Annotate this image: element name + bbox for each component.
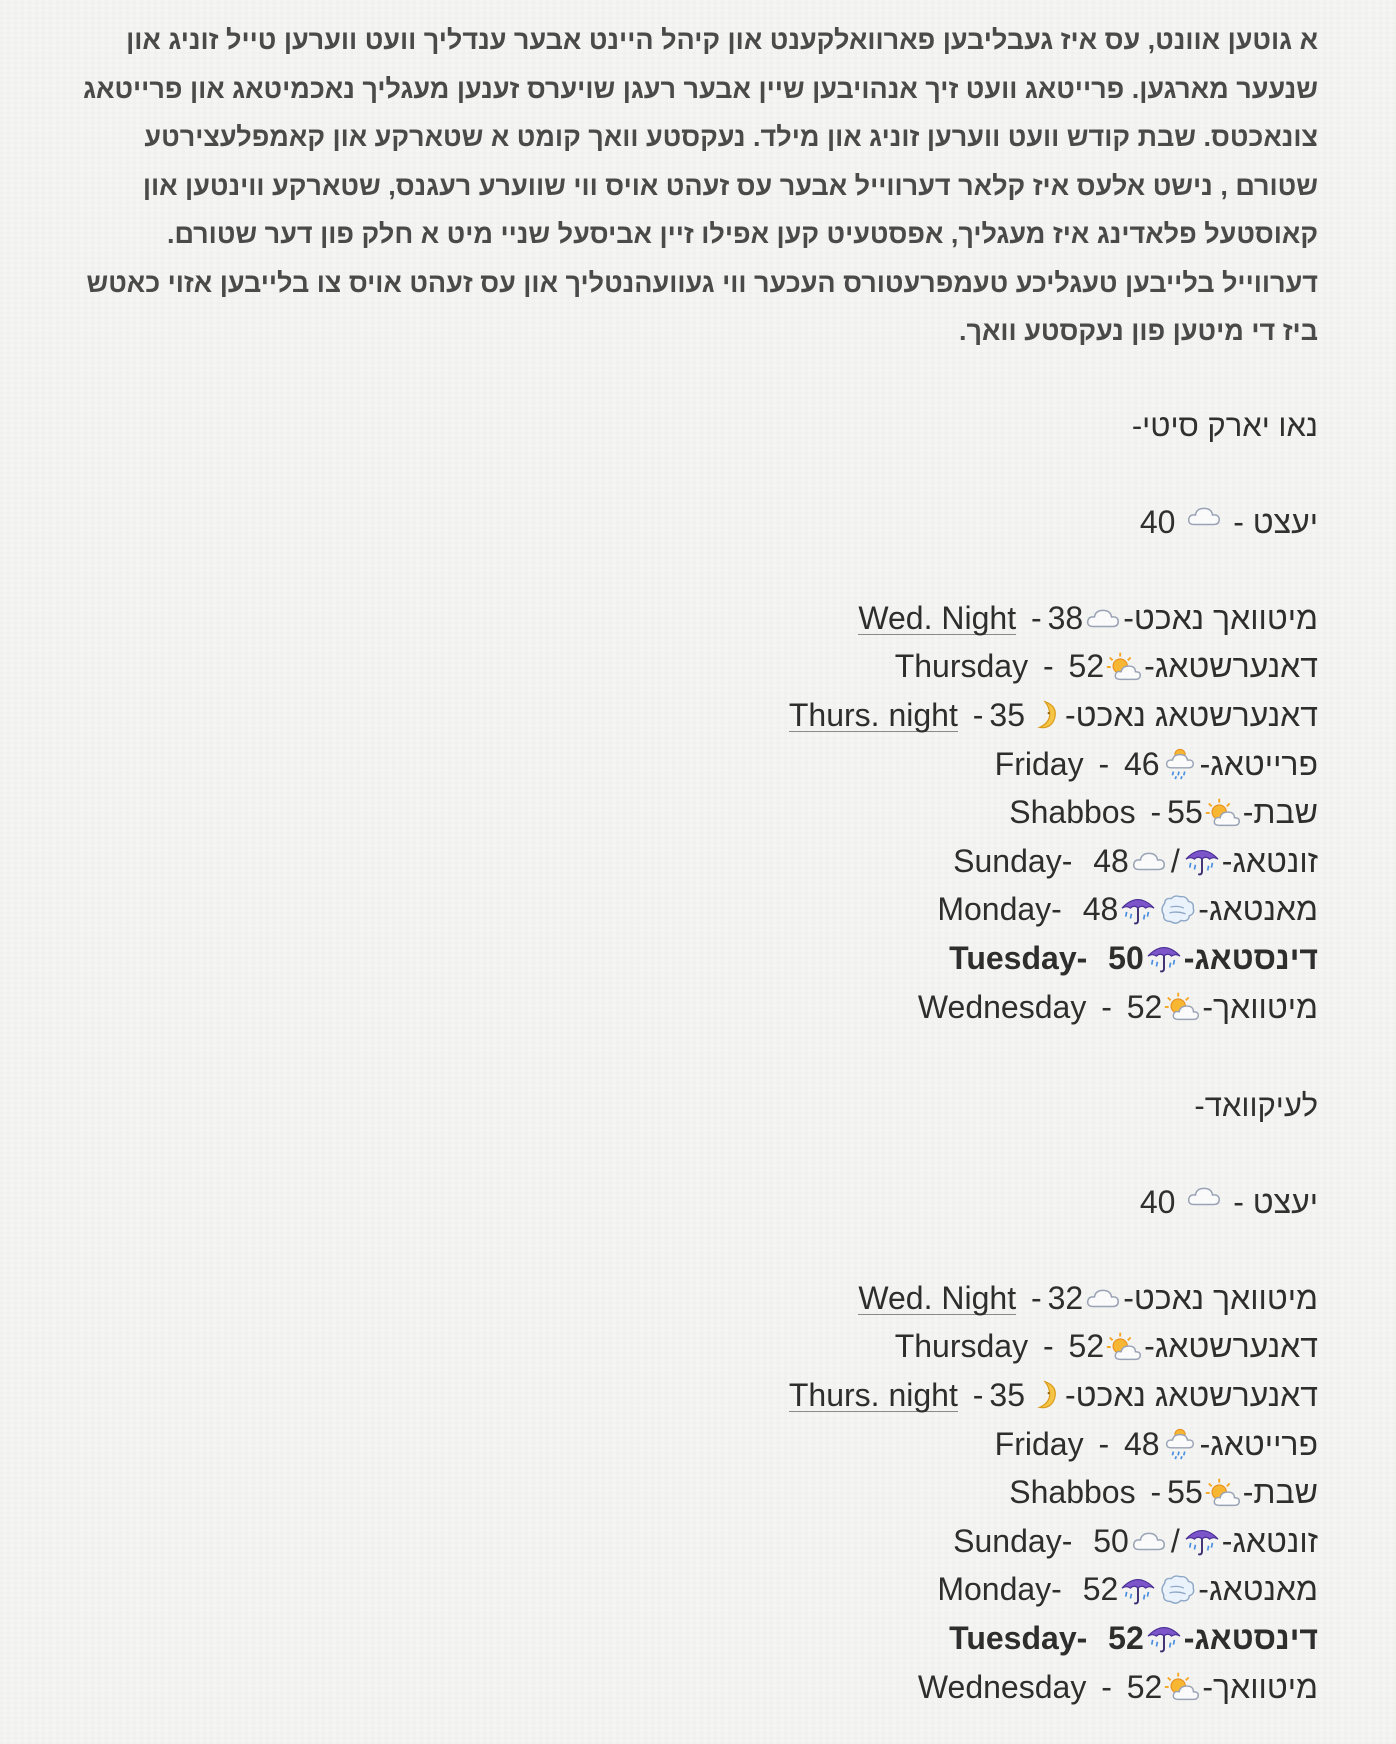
weather-icons bbox=[1203, 1475, 1243, 1511]
umbrella-icon bbox=[1182, 843, 1222, 879]
now-temp: 40 bbox=[1139, 504, 1176, 540]
umbrella-icon bbox=[1144, 1620, 1184, 1656]
temperature: 52 bbox=[1068, 648, 1105, 685]
english-forecast bbox=[949, 1620, 1144, 1657]
forecast-row bbox=[60, 1274, 1318, 1323]
weather-icons bbox=[1162, 989, 1202, 1025]
weather-icons bbox=[1129, 843, 1222, 880]
weather-icons bbox=[1160, 1426, 1200, 1462]
forecast-row bbox=[60, 1468, 1318, 1517]
sun-cloud-icon bbox=[1162, 1669, 1202, 1705]
english-forecast bbox=[1009, 1474, 1202, 1511]
english-forecast bbox=[858, 600, 1083, 637]
hebrew-day-label: דינסטאג- bbox=[1183, 1619, 1318, 1656]
temperature: 52 bbox=[1126, 988, 1163, 1025]
english-forecast bbox=[918, 989, 1162, 1026]
forecast-row bbox=[60, 1323, 1318, 1372]
hebrew-day-label: מאנטאג- bbox=[1198, 1571, 1318, 1608]
temperature: 48 bbox=[1124, 1425, 1160, 1462]
weather-icons bbox=[1118, 892, 1198, 928]
umbrella-icon bbox=[1182, 1523, 1222, 1559]
weather-icons bbox=[1025, 1377, 1065, 1413]
sun-cloud-icon bbox=[1104, 649, 1144, 685]
hebrew-day-label: מיטוואך נאכט- bbox=[1123, 1279, 1318, 1316]
forecast-row bbox=[60, 1517, 1318, 1566]
cloud-icon bbox=[1083, 1280, 1123, 1316]
english-forecast bbox=[953, 843, 1129, 880]
separator: - bbox=[963, 1376, 984, 1413]
hebrew-day-label: מיטוואך- bbox=[1202, 988, 1318, 1025]
temperature: 48 bbox=[1093, 842, 1129, 879]
umbrella-icon bbox=[1118, 1572, 1158, 1608]
temperature: 38 bbox=[1047, 599, 1084, 636]
sun-rain-icon bbox=[1160, 746, 1200, 782]
separator: - bbox=[1034, 1328, 1063, 1365]
hebrew-day-label: דאנערשטאג- bbox=[1144, 1328, 1318, 1365]
english-forecast bbox=[789, 697, 1025, 734]
weather-icons bbox=[1203, 795, 1243, 831]
forecast-row bbox=[60, 1566, 1318, 1615]
temperature: 50 bbox=[1093, 1522, 1129, 1559]
now-label: יעצט - bbox=[1233, 504, 1318, 540]
forecast-row bbox=[60, 1420, 1318, 1469]
english-day-label: Wed. Night bbox=[858, 599, 1017, 636]
cloud-icon bbox=[1083, 600, 1123, 636]
moon-icon bbox=[1025, 697, 1065, 733]
english-forecast bbox=[953, 1523, 1129, 1560]
hebrew-day-label: דאנערשטאג נאכט- bbox=[1064, 1376, 1318, 1413]
english-day-label: Thurs. night bbox=[788, 696, 958, 733]
now-label: יעצט - bbox=[1233, 1184, 1318, 1220]
sun-cloud-icon bbox=[1203, 1475, 1243, 1511]
english-day-label: Wednesday bbox=[917, 1668, 1087, 1705]
separator: - bbox=[1089, 1425, 1118, 1462]
weather-icons bbox=[1144, 1620, 1184, 1656]
forecast-row bbox=[60, 740, 1318, 789]
forecast-section-nyc bbox=[60, 402, 1318, 1031]
english-forecast bbox=[949, 940, 1144, 977]
intro-paragraph: א גוטען אוונט, עס איז געבליבען פארוואלקענט און קיהל היינט אבער ענדליך וועט ווערען טייל זוניג און שנעער מארגען. פרייטאג וועט זיך אנהויבען שיין אבער רעגן שויערס זענען מעגליך נאכמיטאג און פרייטאג צונאכטס. שבת קודש וועט ווערען זוניג און מילד. נעקסטע וואך קומט א שטארקע און קאמפלעצירטע שטורם , נישט אלעס איז קלאר דערווייל אבער עס זעהט אויס ווי שווערע רעגנס, שטארקע ווינטען און קאוסטעל פלאדינג איז מעגליך, אפסטעיט קען אפילו זיין אביסעל שניי מיט א חלק פון דער שטורם. דערווייל בלייבען טעגליכע טעמפרעטורס העכער ווי געוועהנטליך און עס זעהט אויס צו בלייבען אזוי כאטש ביז די מיטען פון נעקסטע וואך. bbox=[83, 25, 1318, 346]
separator bbox=[1068, 1571, 1077, 1608]
temperature: 55 bbox=[1167, 1474, 1203, 1511]
separator: - bbox=[1092, 988, 1121, 1025]
english-day-label: Friday bbox=[994, 745, 1084, 782]
english-forecast bbox=[937, 891, 1118, 928]
cloud-icon bbox=[1129, 843, 1169, 879]
forecast-row bbox=[60, 934, 1318, 983]
hebrew-day-label: זונטאג- bbox=[1221, 842, 1318, 879]
temperature: 32 bbox=[1047, 1279, 1084, 1316]
separator: - bbox=[1034, 648, 1063, 685]
sun-cloud-icon bbox=[1162, 989, 1202, 1025]
hebrew-day-label: פרייטאג- bbox=[1199, 1425, 1318, 1462]
cloud-icon bbox=[1129, 1523, 1169, 1559]
separator: - bbox=[1022, 599, 1042, 636]
english-day-label: Wed. Night bbox=[858, 1279, 1017, 1316]
weather-icons bbox=[1118, 1572, 1198, 1608]
hebrew-day-label: זונטאג- bbox=[1221, 1522, 1318, 1559]
umbrella-icon bbox=[1144, 940, 1184, 976]
icon-separator: / bbox=[1170, 842, 1180, 879]
sun-cloud-icon bbox=[1203, 795, 1243, 831]
english-day-label: Sunday- bbox=[953, 1522, 1073, 1559]
weather-icons bbox=[1104, 1329, 1144, 1365]
weather-icons bbox=[1162, 1669, 1202, 1705]
icon-separator: / bbox=[1170, 1522, 1180, 1559]
forecast-list bbox=[60, 594, 1318, 1031]
separator: - bbox=[963, 696, 984, 733]
separator bbox=[1078, 843, 1087, 880]
separator: - bbox=[1141, 1474, 1162, 1511]
english-day-label: Tuesday- bbox=[949, 1619, 1088, 1656]
weather-icons bbox=[1160, 746, 1200, 782]
english-day-label: Monday- bbox=[937, 1571, 1062, 1608]
temperature: 52 bbox=[1126, 1668, 1163, 1705]
forecast-row bbox=[60, 1663, 1318, 1712]
english-forecast bbox=[789, 1377, 1025, 1414]
temperature: 52 bbox=[1082, 1571, 1119, 1608]
english-day-label: Shabbos bbox=[1009, 794, 1136, 831]
cloud-icon bbox=[1184, 1178, 1224, 1214]
forecast-row bbox=[60, 1371, 1318, 1420]
english-day-label: Friday bbox=[994, 1425, 1084, 1462]
english-forecast bbox=[895, 1328, 1104, 1365]
temperature: 35 bbox=[989, 1376, 1025, 1413]
english-day-label: Thursday bbox=[894, 648, 1029, 685]
now-temp: 40 bbox=[1139, 1184, 1176, 1220]
separator: - bbox=[1141, 794, 1162, 831]
english-forecast bbox=[1009, 794, 1202, 831]
forecast-row bbox=[60, 594, 1318, 643]
english-day-label: Tuesday- bbox=[949, 939, 1088, 976]
separator: - bbox=[1089, 745, 1118, 782]
temperature: 52 bbox=[1108, 1619, 1144, 1656]
english-day-label: Wednesday bbox=[917, 988, 1087, 1025]
sun-rain-icon bbox=[1160, 1426, 1200, 1462]
forecast-row bbox=[60, 983, 1318, 1032]
forecast-section-lakewood bbox=[60, 1082, 1318, 1711]
hebrew-day-label: מיטוואך נאכט- bbox=[1123, 599, 1318, 636]
english-forecast bbox=[895, 648, 1104, 685]
cloud-icon bbox=[1184, 498, 1224, 534]
weather-icons bbox=[1083, 600, 1123, 636]
hebrew-day-label: פרייטאג- bbox=[1199, 745, 1318, 782]
temperature: 50 bbox=[1108, 939, 1144, 976]
english-forecast bbox=[995, 1426, 1160, 1463]
forecast-row bbox=[60, 788, 1318, 837]
separator bbox=[1068, 891, 1077, 928]
hebrew-day-label: מאנטאג- bbox=[1198, 891, 1318, 928]
forecast-row bbox=[60, 1614, 1318, 1663]
hebrew-day-label: דאנערשטאג נאכט- bbox=[1064, 696, 1318, 733]
english-day-label: Thurs. night bbox=[788, 1376, 958, 1413]
wind-icon bbox=[1158, 1572, 1198, 1608]
weather-icons bbox=[1144, 940, 1184, 976]
english-day-label: Sunday- bbox=[953, 842, 1073, 879]
forecast-row bbox=[60, 691, 1318, 740]
now-line bbox=[60, 498, 1318, 546]
english-forecast bbox=[995, 746, 1160, 783]
separator bbox=[1093, 940, 1102, 977]
wind-icon bbox=[1158, 892, 1198, 928]
temperature: 46 bbox=[1124, 745, 1160, 782]
temperature: 55 bbox=[1167, 794, 1203, 831]
english-day-label: Shabbos bbox=[1009, 1474, 1136, 1511]
english-forecast bbox=[858, 1280, 1083, 1317]
weather-icons bbox=[1129, 1523, 1222, 1560]
hebrew-day-label: מיטוואך- bbox=[1202, 1668, 1318, 1705]
forecast-row bbox=[60, 837, 1318, 886]
now-line bbox=[60, 1178, 1318, 1226]
hebrew-day-label: שבת- bbox=[1242, 794, 1318, 831]
temperature: 35 bbox=[989, 696, 1025, 733]
english-day-label: Thursday bbox=[894, 1328, 1029, 1365]
umbrella-icon bbox=[1118, 892, 1158, 928]
english-forecast bbox=[918, 1669, 1162, 1706]
sun-cloud-icon bbox=[1104, 1329, 1144, 1365]
weather-icons bbox=[1083, 1280, 1123, 1316]
section-title: נאו יארק סיטי- bbox=[1131, 408, 1318, 443]
temperature: 52 bbox=[1068, 1328, 1105, 1365]
english-forecast bbox=[937, 1571, 1118, 1608]
hebrew-day-label: שבת- bbox=[1242, 1474, 1318, 1511]
separator: - bbox=[1092, 1668, 1121, 1705]
moon-icon bbox=[1025, 1377, 1065, 1413]
weather-icons bbox=[1104, 649, 1144, 685]
weather-icons bbox=[1025, 697, 1065, 733]
english-day-label: Monday- bbox=[937, 891, 1062, 928]
separator bbox=[1093, 1620, 1102, 1657]
hebrew-day-label: דינסטאג- bbox=[1183, 939, 1318, 976]
separator: - bbox=[1022, 1279, 1042, 1316]
section-title: לעיקוואד- bbox=[1194, 1088, 1318, 1123]
forecast-row bbox=[60, 643, 1318, 692]
forecast-row bbox=[60, 886, 1318, 935]
hebrew-day-label: דאנערשטאג- bbox=[1144, 648, 1318, 685]
separator bbox=[1078, 1523, 1087, 1560]
temperature: 48 bbox=[1082, 891, 1119, 928]
forecast-list bbox=[60, 1274, 1318, 1711]
